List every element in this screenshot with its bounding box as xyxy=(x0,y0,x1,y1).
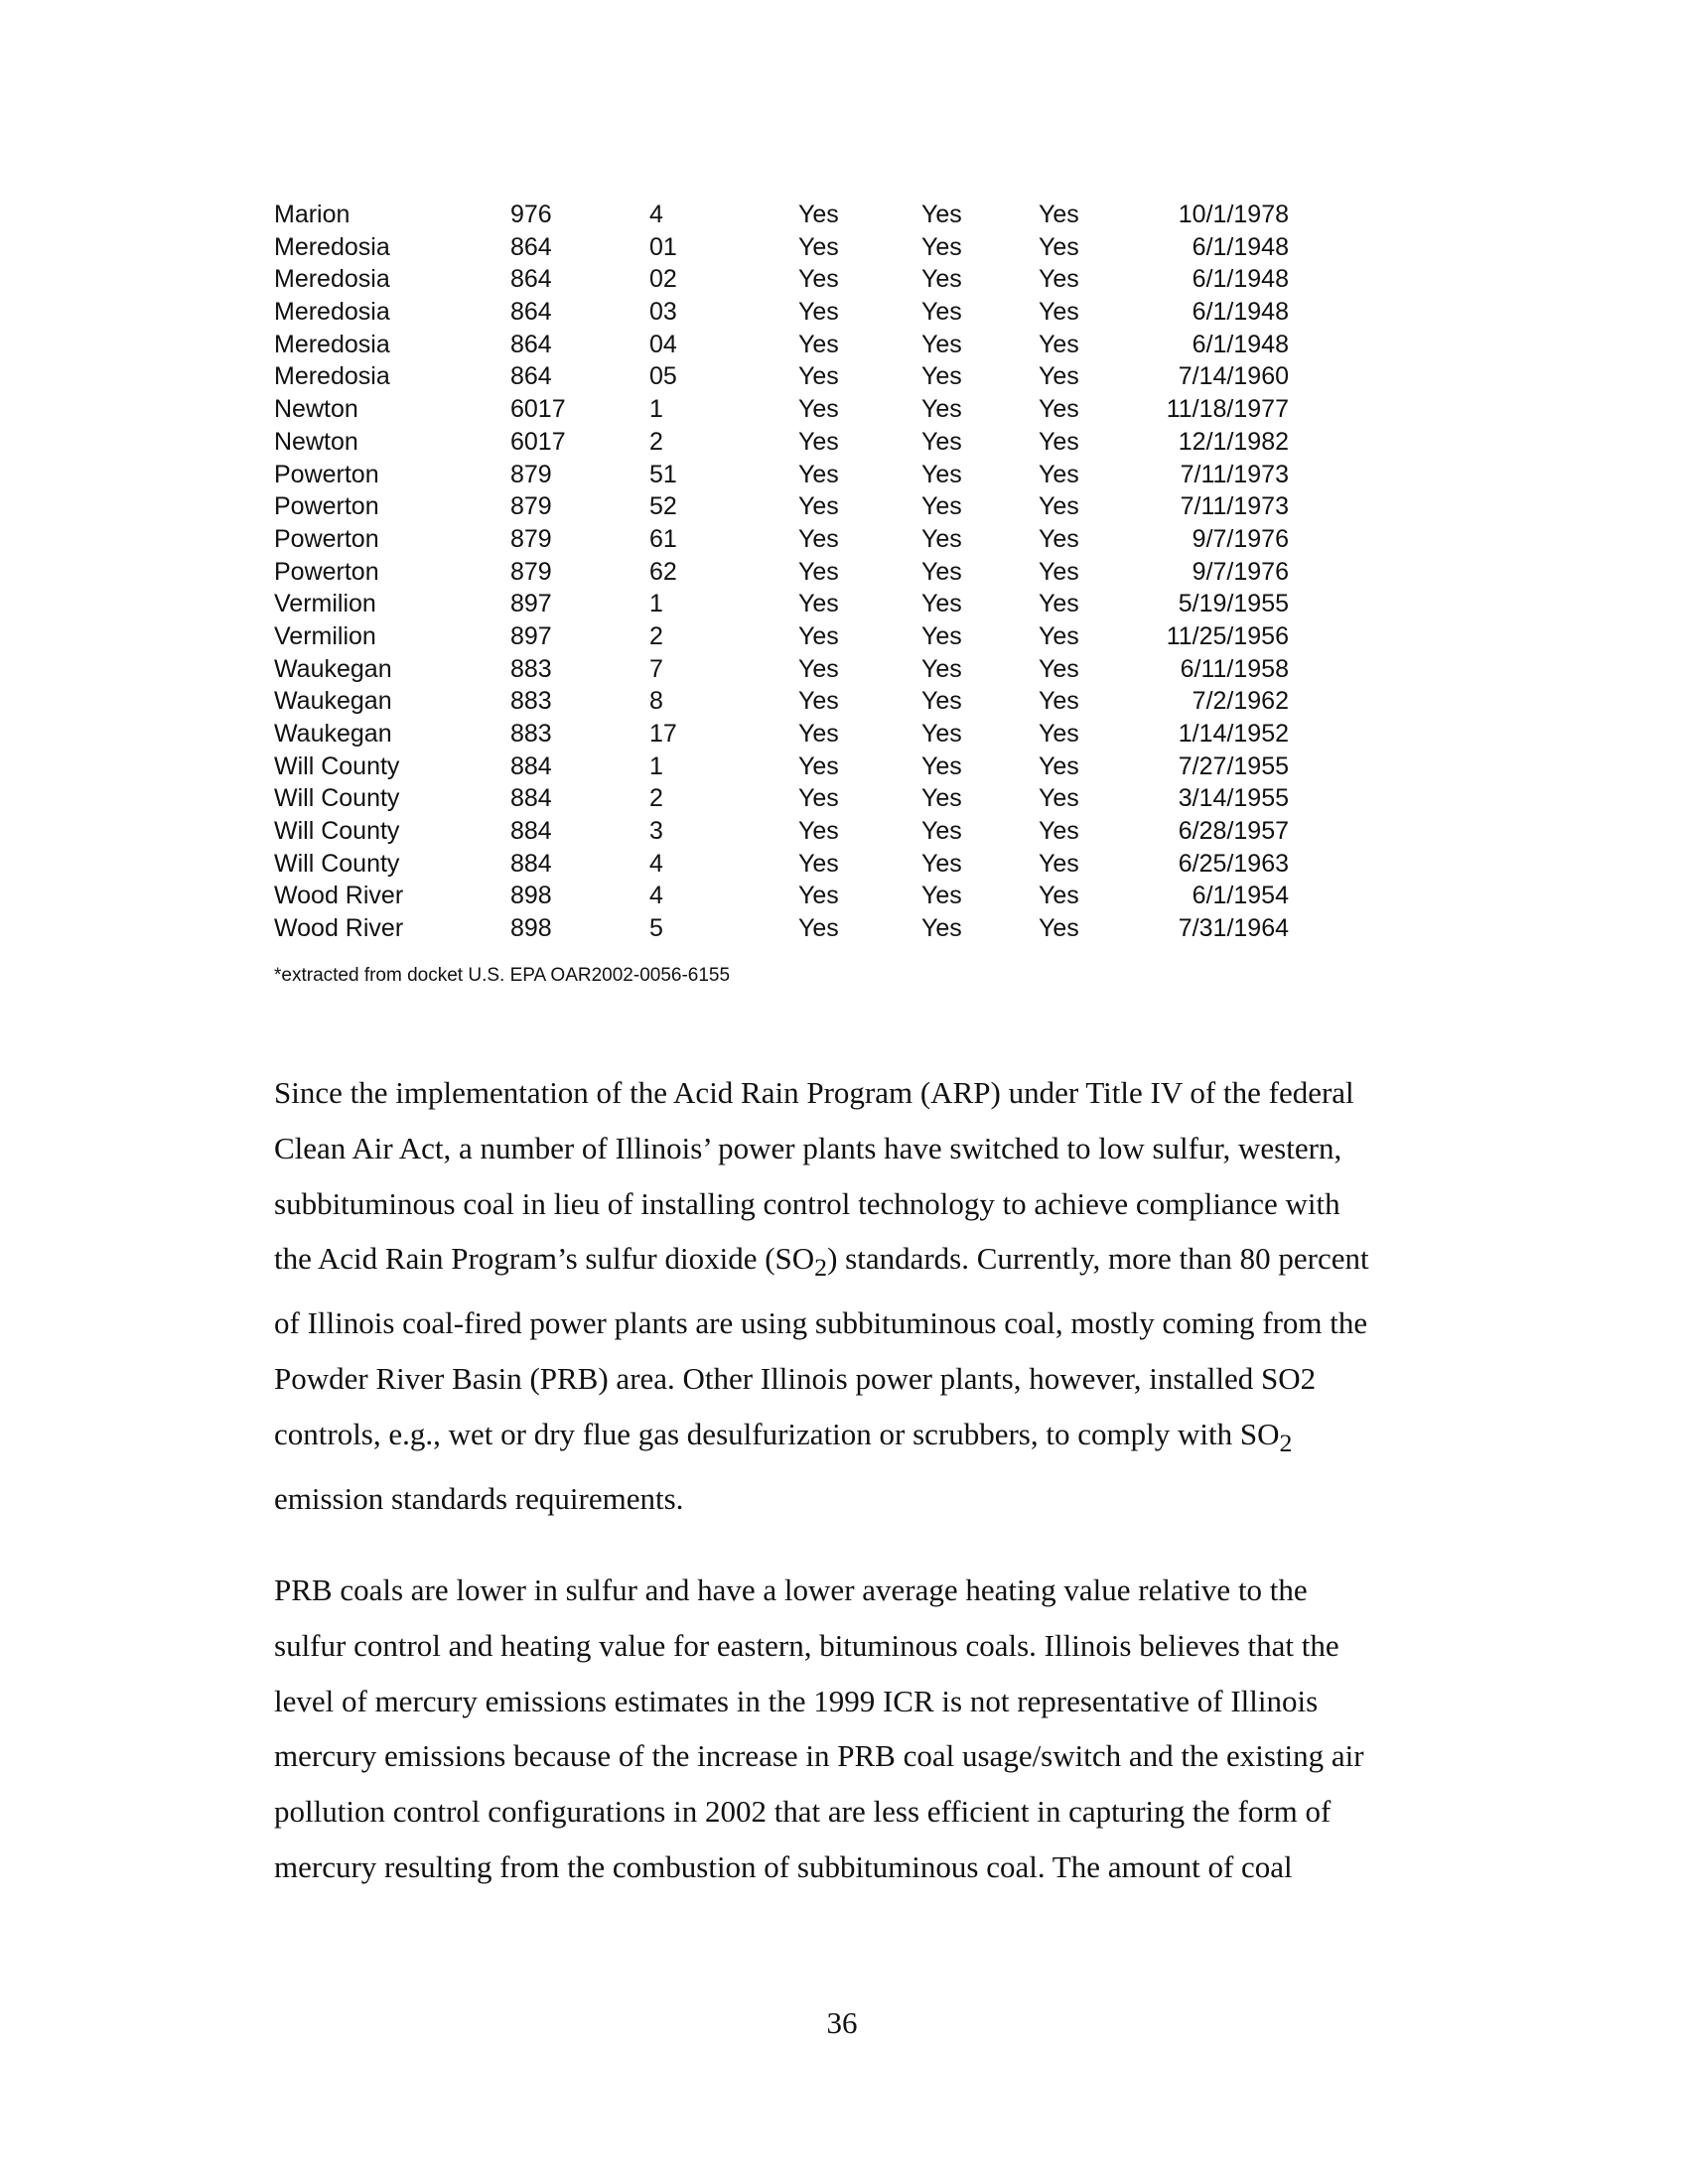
date-cell: 6/1/1948 xyxy=(1192,232,1289,261)
yes-cell: Yes xyxy=(798,590,839,618)
text-segment: controls, e.g., wet or dry flue gas desulfurization or scrubbers, to comply with SO xyxy=(274,1416,1280,1451)
table-row xyxy=(274,620,1307,653)
table-row xyxy=(274,848,1307,881)
unit-id-cell: 04 xyxy=(649,330,677,358)
yes-cell: Yes xyxy=(1039,784,1079,813)
yes-cell: Yes xyxy=(798,427,839,456)
yes-cell: Yes xyxy=(798,882,839,910)
paragraph-prb xyxy=(274,1563,1446,1895)
date-cell: 12/1/1982 xyxy=(1178,427,1289,456)
yes-cell: Yes xyxy=(798,201,839,228)
unit-id-cell: 52 xyxy=(649,492,677,521)
plant-id-cell: 883 xyxy=(510,654,552,683)
table-row xyxy=(274,263,1307,296)
text-line: sulfur control and heating value for eastern, bituminous coals. Illinois believes that the xyxy=(274,1627,1339,1663)
date-cell: 7/27/1955 xyxy=(1178,751,1289,780)
unit-id-cell: 8 xyxy=(649,687,663,716)
yes-cell: Yes xyxy=(1039,330,1079,358)
plant-name-cell: Waukegan xyxy=(274,687,392,716)
unit-id-cell: 61 xyxy=(649,524,677,553)
yes-cell: Yes xyxy=(798,914,839,943)
yes-cell: Yes xyxy=(1039,720,1079,748)
unit-id-cell: 17 xyxy=(649,720,677,748)
plant-id-cell: 884 xyxy=(510,849,552,878)
text-line: mercury emissions because of the increase in PRB coal usage/switch and the existing air xyxy=(274,1738,1364,1774)
plant-name-cell: Waukegan xyxy=(274,654,392,683)
date-cell: 9/7/1976 xyxy=(1192,557,1289,586)
plant-name-cell: Will County xyxy=(274,751,400,780)
plant-id-cell: 864 xyxy=(510,298,552,327)
yes-cell: Yes xyxy=(1039,654,1079,683)
yes-cell: Yes xyxy=(798,849,839,878)
paragraph-arp xyxy=(274,1065,1446,1527)
table-row xyxy=(274,490,1307,523)
yes-cell: Yes xyxy=(798,524,839,553)
table-row xyxy=(274,360,1307,393)
yes-cell: Yes xyxy=(1039,590,1079,618)
plant-id-cell: 879 xyxy=(510,460,552,488)
date-cell: 9/7/1976 xyxy=(1192,524,1289,553)
subscript: 2 xyxy=(1279,1429,1293,1458)
table-row xyxy=(274,231,1307,264)
plant-id-cell: 976 xyxy=(510,201,552,228)
yes-cell: Yes xyxy=(921,751,962,780)
yes-cell: Yes xyxy=(798,232,839,261)
plant-name-cell: Meredosia xyxy=(274,330,390,358)
plant-name-cell: Will County xyxy=(274,784,400,813)
date-cell: 7/14/1960 xyxy=(1178,362,1289,391)
yes-cell: Yes xyxy=(1039,298,1079,327)
yes-cell: Yes xyxy=(1039,201,1079,228)
table-row xyxy=(274,329,1307,361)
yes-cell: Yes xyxy=(921,460,962,488)
text-line: PRB coals are lower in sulfur and have a lower average heating value relative to the xyxy=(274,1572,1308,1607)
table-row xyxy=(274,912,1307,945)
table-row xyxy=(274,296,1307,329)
yes-cell: Yes xyxy=(798,687,839,716)
table-row xyxy=(274,718,1307,751)
yes-cell: Yes xyxy=(1039,849,1079,878)
yes-cell: Yes xyxy=(921,330,962,358)
unit-id-cell: 01 xyxy=(649,232,677,261)
plant-name-cell: Wood River xyxy=(274,882,404,910)
table-row xyxy=(274,459,1307,491)
text-line: mercury resulting from the combustion of subbituminous coal. The amount of coal xyxy=(274,1848,1293,1884)
table-row xyxy=(274,751,1307,783)
yes-cell: Yes xyxy=(798,751,839,780)
text-line: level of mercury emissions estimates in the 1999 ICR is not representative of Illinois xyxy=(274,1683,1319,1718)
page-number: 36 xyxy=(826,2005,858,2040)
unit-id-cell: 2 xyxy=(649,784,663,813)
date-cell: 6/1/1954 xyxy=(1192,882,1289,910)
plant-id-cell: 898 xyxy=(510,914,552,943)
date-cell: 11/18/1977 xyxy=(1166,395,1289,424)
unit-id-cell: 4 xyxy=(649,201,663,228)
yes-cell: Yes xyxy=(921,621,962,650)
yes-cell: Yes xyxy=(1039,265,1079,294)
unit-id-cell: 5 xyxy=(649,914,663,943)
table-row xyxy=(274,685,1307,718)
yes-cell: Yes xyxy=(921,687,962,716)
plant-id-cell: 897 xyxy=(510,590,552,618)
plant-id-cell: 879 xyxy=(510,557,552,586)
unit-id-cell: 51 xyxy=(649,460,677,488)
yes-cell: Yes xyxy=(921,557,962,586)
date-cell: 6/28/1957 xyxy=(1178,817,1289,846)
plant-id-cell: 864 xyxy=(510,362,552,391)
yes-cell: Yes xyxy=(921,492,962,521)
yes-cell: Yes xyxy=(1039,914,1079,943)
unit-id-cell: 1 xyxy=(649,590,663,618)
plant-id-cell: 6017 xyxy=(510,427,566,456)
unit-id-cell: 2 xyxy=(649,621,663,650)
unit-id-cell: 4 xyxy=(649,882,663,910)
yes-cell: Yes xyxy=(1039,524,1079,553)
plant-name-cell: Will County xyxy=(274,849,400,878)
yes-cell: Yes xyxy=(921,362,962,391)
date-cell: 3/14/1955 xyxy=(1178,784,1289,813)
yes-cell: Yes xyxy=(921,784,962,813)
plant-name-cell: Newton xyxy=(274,395,358,424)
plant-id-cell: 884 xyxy=(510,784,552,813)
text-line: of Illinois coal-fired power plants are using subbituminous coal, mostly coming from the xyxy=(274,1305,1368,1341)
yes-cell: Yes xyxy=(921,395,962,424)
plant-name-cell: Vermilion xyxy=(274,621,376,650)
text-segment: the Acid Rain Program’s sulfur dioxide (SO xyxy=(274,1241,815,1277)
yes-cell: Yes xyxy=(798,621,839,650)
plant-name-cell: Will County xyxy=(274,817,400,846)
plant-id-cell: 6017 xyxy=(510,395,566,424)
table-row xyxy=(274,653,1307,686)
plant-id-cell: 864 xyxy=(510,330,552,358)
plant-name-cell: Newton xyxy=(274,427,358,456)
yes-cell: Yes xyxy=(921,817,962,846)
plant-name-cell: Marion xyxy=(274,201,351,228)
date-cell: 6/1/1948 xyxy=(1192,265,1289,294)
plant-name-cell: Powerton xyxy=(274,557,379,586)
date-cell: 10/1/1978 xyxy=(1178,201,1289,228)
unit-id-cell: 05 xyxy=(649,362,677,391)
plant-name-cell: Waukegan xyxy=(274,720,392,748)
yes-cell: Yes xyxy=(1039,621,1079,650)
plant-id-cell: 864 xyxy=(510,265,552,294)
yes-cell: Yes xyxy=(798,557,839,586)
plant-name-cell: Vermilion xyxy=(274,590,376,618)
date-cell: 5/19/1955 xyxy=(1178,590,1289,618)
unit-id-cell: 7 xyxy=(649,654,663,683)
yes-cell: Yes xyxy=(921,232,962,261)
text-line: Clean Air Act, a number of Illinois’ power plants have switched to low sulfur, western, xyxy=(274,1130,1342,1165)
text-line xyxy=(274,1231,1446,1296)
yes-cell: Yes xyxy=(1039,687,1079,716)
yes-cell: Yes xyxy=(798,492,839,521)
table-footnote: *extracted from docket U.S. EPA OAR2002-0056-6155 xyxy=(274,965,731,986)
date-cell: 1/14/1952 xyxy=(1178,720,1289,748)
unit-id-cell: 03 xyxy=(649,298,677,327)
yes-cell: Yes xyxy=(921,427,962,456)
plant-id-cell: 879 xyxy=(510,524,552,553)
table-row xyxy=(274,815,1307,848)
date-cell: 11/25/1956 xyxy=(1166,621,1289,650)
yes-cell: Yes xyxy=(1039,460,1079,488)
yes-cell: Yes xyxy=(921,914,962,943)
plant-id-cell: 898 xyxy=(510,882,552,910)
text-line: Since the implementation of the Acid Rain Program (ARP) under Title IV of the federal xyxy=(274,1075,1354,1110)
date-cell: 7/11/1973 xyxy=(1180,492,1289,521)
date-cell: 6/11/1958 xyxy=(1180,654,1289,683)
yes-cell: Yes xyxy=(798,265,839,294)
text-line: emission standards requirements. xyxy=(274,1480,684,1516)
unit-id-cell: 1 xyxy=(649,751,663,780)
yes-cell: Yes xyxy=(798,654,839,683)
yes-cell: Yes xyxy=(921,882,962,910)
table-row xyxy=(274,588,1307,620)
table-row xyxy=(274,556,1307,589)
yes-cell: Yes xyxy=(921,265,962,294)
date-cell: 7/2/1962 xyxy=(1192,687,1289,716)
plant-id-cell: 864 xyxy=(510,232,552,261)
text-segment: ) standards. Currently, more than 80 percent xyxy=(827,1241,1369,1277)
table-row xyxy=(274,199,1307,231)
yes-cell: Yes xyxy=(798,362,839,391)
plant-id-cell: 883 xyxy=(510,720,552,748)
yes-cell: Yes xyxy=(1039,232,1079,261)
table-row xyxy=(274,393,1307,426)
yes-cell: Yes xyxy=(921,524,962,553)
text-line: Powder River Basin (PRB) area. Other Illinois power plants, however, installed SO2 xyxy=(274,1361,1317,1397)
yes-cell: Yes xyxy=(798,460,839,488)
text-line: subbituminous coal in lieu of installing control technology to achieve compliance with xyxy=(274,1185,1340,1221)
yes-cell: Yes xyxy=(1039,882,1079,910)
yes-cell: Yes xyxy=(1039,817,1079,846)
unit-id-cell: 02 xyxy=(649,265,677,294)
subscript: 2 xyxy=(814,1253,828,1283)
date-cell: 6/25/1963 xyxy=(1178,849,1289,878)
yes-cell: Yes xyxy=(921,654,962,683)
yes-cell: Yes xyxy=(921,849,962,878)
yes-cell: Yes xyxy=(1039,395,1079,424)
plant-name-cell: Meredosia xyxy=(274,265,390,294)
text-line xyxy=(274,1407,1446,1471)
plant-name-cell: Meredosia xyxy=(274,298,390,327)
yes-cell: Yes xyxy=(1039,492,1079,521)
date-cell: 7/31/1964 xyxy=(1178,914,1289,943)
date-cell: 7/11/1973 xyxy=(1180,460,1289,488)
plant-name-cell: Powerton xyxy=(274,524,379,553)
yes-cell: Yes xyxy=(921,720,962,748)
table-row xyxy=(274,880,1307,912)
yes-cell: Yes xyxy=(798,817,839,846)
plant-id-cell: 897 xyxy=(510,621,552,650)
plant-name-cell: Powerton xyxy=(274,492,379,521)
yes-cell: Yes xyxy=(921,201,962,228)
unit-id-cell: 2 xyxy=(649,427,663,456)
yes-cell: Yes xyxy=(921,298,962,327)
yes-cell: Yes xyxy=(798,720,839,748)
plant-id-cell: 879 xyxy=(510,492,552,521)
yes-cell: Yes xyxy=(1039,427,1079,456)
date-cell: 6/1/1948 xyxy=(1192,330,1289,358)
yes-cell: Yes xyxy=(1039,751,1079,780)
plant-id-cell: 884 xyxy=(510,751,552,780)
plant-id-cell: 883 xyxy=(510,687,552,716)
yes-cell: Yes xyxy=(798,784,839,813)
yes-cell: Yes xyxy=(798,330,839,358)
units-table xyxy=(274,199,1307,945)
plant-name-cell: Meredosia xyxy=(274,232,390,261)
plant-name-cell: Powerton xyxy=(274,460,379,488)
unit-id-cell: 4 xyxy=(649,849,663,878)
yes-cell: Yes xyxy=(798,395,839,424)
plant-name-cell: Meredosia xyxy=(274,362,390,391)
yes-cell: Yes xyxy=(921,590,962,618)
table-row xyxy=(274,782,1307,815)
unit-id-cell: 62 xyxy=(649,557,677,586)
table-row xyxy=(274,523,1307,556)
yes-cell: Yes xyxy=(1039,362,1079,391)
unit-id-cell: 3 xyxy=(649,817,663,846)
unit-id-cell: 1 xyxy=(649,395,663,424)
plant-id-cell: 884 xyxy=(510,817,552,846)
plant-name-cell: Wood River xyxy=(274,914,404,943)
date-cell: 6/1/1948 xyxy=(1192,298,1289,327)
yes-cell: Yes xyxy=(798,298,839,327)
table-row xyxy=(274,426,1307,459)
yes-cell: Yes xyxy=(1039,557,1079,586)
text-line: pollution control configurations in 2002 that are less efficient in capturing the form of xyxy=(274,1794,1332,1830)
